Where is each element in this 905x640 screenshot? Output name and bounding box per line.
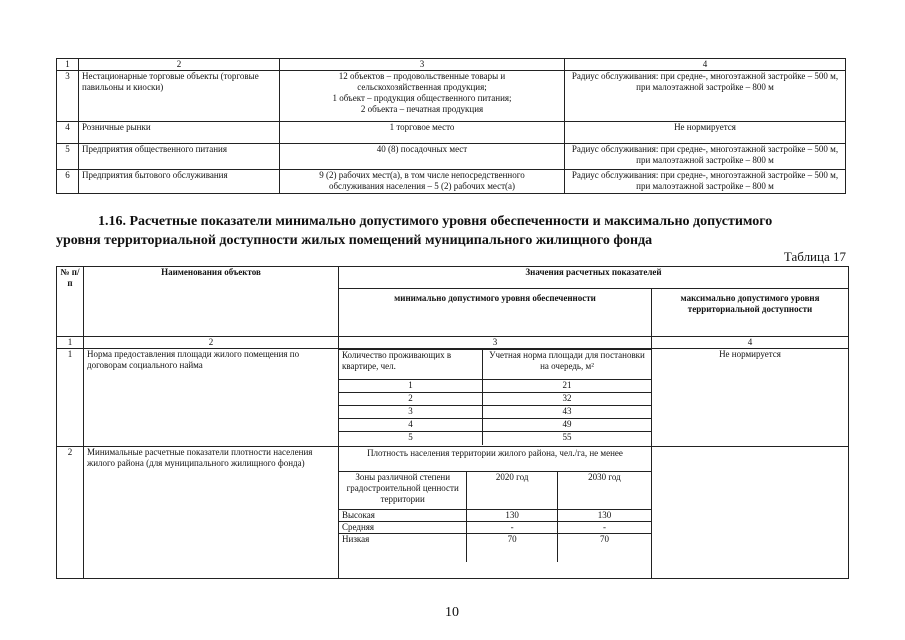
- housing-norm-cell: [339, 349, 652, 447]
- zone-name: Высокая: [339, 510, 467, 522]
- table-row: [57, 122, 846, 144]
- area-value: 21: [483, 380, 651, 393]
- table-caption: Таблица 17: [783, 249, 846, 264]
- area-value: 32: [483, 393, 651, 406]
- residents-value: 5: [339, 432, 483, 445]
- zone-name: Средняя: [339, 522, 467, 534]
- capacity-cell: 40 (8) посадочных мест: [280, 144, 565, 170]
- residents-value: 2: [339, 393, 483, 406]
- access-cell: Радиус обслуживания: при средне-, многоэтажной застройке – 500 м, при малоэтажной застройке – 800 м: [565, 144, 846, 170]
- density-2020: -: [467, 522, 557, 534]
- residents-value: 1: [339, 380, 483, 393]
- density-cell: [339, 447, 652, 579]
- capacity-cell: [280, 170, 565, 194]
- header-name: Наименования объектов: [84, 267, 339, 337]
- row-number: 5: [57, 144, 79, 170]
- capacity-line: 9 (2) рабочих мест(а), в том числе непосредственного: [319, 170, 525, 180]
- density-table: [339, 471, 651, 562]
- table-column-numbers: [57, 337, 849, 349]
- page-number: 10: [445, 605, 459, 620]
- col-num-4: 4: [565, 59, 846, 71]
- table-row: [57, 170, 846, 194]
- col-num-1: 1: [57, 59, 79, 71]
- object-name: Розничные рынки: [79, 122, 280, 144]
- table-row: [57, 447, 849, 579]
- capacity-line: сельскохозяйственная продукция;: [357, 82, 487, 92]
- object-name: Предприятия общественного питания: [79, 144, 280, 170]
- table-header-row: [57, 59, 846, 71]
- access-cell: Не нормируется: [652, 349, 849, 447]
- area-value: 43: [483, 406, 651, 419]
- residents-value: 3: [339, 406, 483, 419]
- density-2020: 130: [467, 510, 557, 522]
- year-2030-header: 2030 год: [557, 472, 651, 510]
- col-num-4: 4: [652, 337, 849, 349]
- access-cell: Радиус обслуживания: при средне-, многоэтажной застройке – 500 м, при малоэтажной застройке – 800 м: [565, 71, 846, 122]
- object-name: Предприятия бытового обслуживания: [79, 170, 280, 194]
- housing-norm-table: [339, 349, 651, 445]
- capacity-line: 2 объекта – печатная продукция: [360, 104, 484, 114]
- access-cell: Радиус обслуживания: при средне-, многоэтажной застройке – 500 м, при малоэтажной застройке – 800 м: [565, 170, 846, 194]
- col-num-2: 2: [84, 337, 339, 349]
- density-2030: 70: [557, 534, 651, 562]
- capacity-line: 12 объектов – продовольственные товары и: [338, 71, 506, 81]
- zone-name: Низкая: [339, 534, 467, 562]
- header-values: Значения расчетных показателей: [339, 267, 849, 289]
- table-16-continuation: [56, 58, 846, 194]
- access-cell: Не нормируется: [565, 122, 846, 144]
- capacity-line: обслуживания населения – 5 (2) рабочих мест(а): [328, 181, 516, 191]
- density-2030: 130: [557, 510, 651, 522]
- col-num-1: 1: [57, 337, 84, 349]
- residents-value: 4: [339, 419, 483, 432]
- table-row: [57, 71, 846, 122]
- table-header-row: [57, 267, 849, 289]
- capacity-cell: 1 торговое место: [280, 122, 565, 144]
- object-name: Минимальные расчетные показатели плотности населения жилого района (для муниципального жилищного фонда): [84, 447, 339, 579]
- density-2020: 70: [467, 534, 557, 562]
- year-2020-header: 2020 год: [467, 472, 557, 510]
- area-value: 49: [483, 419, 651, 432]
- capacity-line: 1 объект – продукция общественного питания;: [332, 93, 512, 103]
- heading-line-2: уровня территориальной доступности жилых помещений муниципального жилищного фонда: [56, 233, 653, 248]
- table-row: [57, 144, 846, 170]
- empty-cell: [652, 447, 849, 579]
- residents-header: Количество проживающих в квартире, чел.: [339, 350, 483, 380]
- row-number: 1: [57, 349, 84, 447]
- capacity-cell: [280, 71, 565, 122]
- row-number: 6: [57, 170, 79, 194]
- row-number: 3: [57, 71, 79, 122]
- table-17: [56, 266, 849, 579]
- area-norm-header: Учетная норма площади для постановки на очередь, м²: [483, 350, 651, 380]
- density-2030: -: [557, 522, 651, 534]
- zone-header: Зоны различной степени градостроительной ценности территории: [339, 472, 467, 510]
- col-num-3: 3: [280, 59, 565, 71]
- object-name: Норма предоставления площади жилого помещения по договорам социального найма: [84, 349, 339, 447]
- header-min-level: минимально допустимого уровня обеспеченности: [339, 289, 652, 337]
- object-name: Нестационарные торговые объекты (торговые павильоны и киоски): [79, 71, 280, 122]
- area-value: 55: [483, 432, 651, 445]
- heading-line-1: 1.16. Расчетные показатели минимально допустимого уровня обеспеченности и максимально допустимого: [98, 214, 773, 229]
- section-heading: [56, 212, 848, 250]
- density-title: Плотность населения территории жилого района, чел./га, не менее: [367, 448, 623, 458]
- row-number: 4: [57, 122, 79, 144]
- row-number: 2: [57, 447, 84, 579]
- col-num-3: 3: [339, 337, 652, 349]
- table-row: [57, 349, 849, 447]
- header-max-level: максимально допустимого уровня территориальной доступности: [652, 289, 849, 337]
- header-num: № п/п: [57, 267, 84, 337]
- col-num-2: 2: [79, 59, 280, 71]
